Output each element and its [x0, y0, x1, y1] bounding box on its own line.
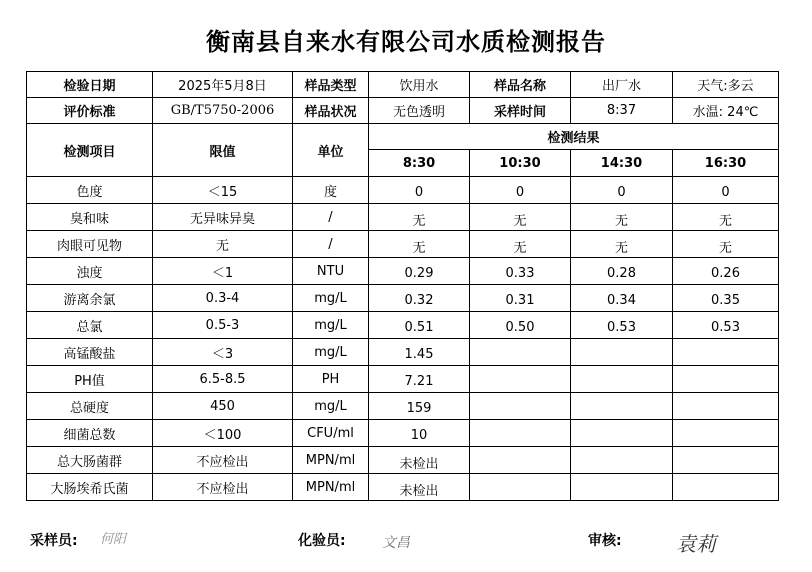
table-row: [27, 393, 779, 420]
header-row-1: [27, 124, 779, 150]
item-value: 未检出: [369, 474, 470, 501]
item-limit: ＜100: [153, 420, 293, 447]
header-item: 检测项目: [27, 124, 153, 177]
table-row: [27, 285, 779, 312]
sample-state-value: 无色透明: [369, 98, 470, 124]
item-value: [470, 339, 571, 366]
header-limit: 限值: [153, 124, 293, 177]
standard-value: GB/T5750-2006: [153, 98, 293, 124]
item-value: 0: [673, 177, 779, 204]
item-limit: ＜15: [153, 177, 293, 204]
item-limit: 6.5-8.5: [153, 366, 293, 393]
item-limit: 不应检出: [153, 474, 293, 501]
header-time: 10:30: [470, 150, 571, 177]
item-name: 大肠埃希氏菌: [27, 474, 153, 501]
reviewer-label: 审核:: [588, 533, 622, 549]
item-value: 0.50: [470, 312, 571, 339]
item-unit: MPN/ml: [293, 447, 369, 474]
item-value: [673, 393, 779, 420]
item-value: [470, 366, 571, 393]
item-value: 0.29: [369, 258, 470, 285]
table-row: [27, 420, 779, 447]
item-name: 臭和味: [27, 204, 153, 231]
item-value: 0.53: [673, 312, 779, 339]
item-name: 总大肠菌群: [27, 447, 153, 474]
item-value: 无: [673, 231, 779, 258]
item-unit: mg/L: [293, 285, 369, 312]
table-row: [27, 177, 779, 204]
item-value: [571, 474, 673, 501]
item-value: 无: [673, 204, 779, 231]
header-time: 14:30: [571, 150, 673, 177]
tester-label: 化验员:: [298, 533, 346, 549]
item-name: 细菌总数: [27, 420, 153, 447]
weather: 天气:多云: [673, 72, 779, 98]
item-name: 游离余氯: [27, 285, 153, 312]
reviewer-signature: 袁莉: [676, 532, 716, 556]
item-value: 0.35: [673, 285, 779, 312]
item-unit: NTU: [293, 258, 369, 285]
item-limit: ＜1: [153, 258, 293, 285]
meta-row-1: [27, 72, 779, 98]
item-value: 无: [470, 231, 571, 258]
item-value: [470, 447, 571, 474]
table-row: [27, 447, 779, 474]
item-value: 0: [369, 177, 470, 204]
header-results: 检测结果: [369, 124, 779, 150]
item-value: [673, 339, 779, 366]
item-unit: 度: [293, 177, 369, 204]
table-row: [27, 231, 779, 258]
item-name: 高锰酸盐: [27, 339, 153, 366]
item-limit: 无异味异臭: [153, 204, 293, 231]
item-limit: 不应检出: [153, 447, 293, 474]
item-value: [673, 474, 779, 501]
item-unit: mg/L: [293, 339, 369, 366]
item-name: 总氯: [27, 312, 153, 339]
table-row: [27, 312, 779, 339]
sampling-time-label: 采样时间: [470, 98, 571, 124]
item-value: 0.31: [470, 285, 571, 312]
item-limit: ＜3: [153, 339, 293, 366]
item-value: [571, 420, 673, 447]
standard-label: 评价标准: [27, 98, 153, 124]
item-value: [470, 474, 571, 501]
item-unit: CFU/ml: [293, 420, 369, 447]
item-value: 0: [470, 177, 571, 204]
item-value: 10: [369, 420, 470, 447]
meta-row-2: [27, 98, 779, 124]
item-value: 0.26: [673, 258, 779, 285]
item-unit: /: [293, 204, 369, 231]
item-unit: /: [293, 231, 369, 258]
item-value: [571, 393, 673, 420]
table-row: [27, 366, 779, 393]
item-value: 无: [369, 231, 470, 258]
item-value: 159: [369, 393, 470, 420]
item-value: [673, 420, 779, 447]
date-value: 2025年5月8日: [153, 72, 293, 98]
sample-state-label: 样品状况: [293, 98, 369, 124]
date-label: 检验日期: [27, 72, 153, 98]
water-temp: 水温: 24℃: [673, 98, 779, 124]
item-limit: 无: [153, 231, 293, 258]
sample-name-label: 样品名称: [470, 72, 571, 98]
item-value: 无: [369, 204, 470, 231]
item-name: 总硬度: [27, 393, 153, 420]
item-limit: 0.5-3: [153, 312, 293, 339]
item-unit: mg/L: [293, 312, 369, 339]
sample-name-value: 出厂水: [571, 72, 673, 98]
table-row: [27, 474, 779, 501]
item-value: 0.32: [369, 285, 470, 312]
item-value: 0: [571, 177, 673, 204]
report-title: 衡南县自来水有限公司水质检测报告: [206, 28, 606, 56]
item-value: 0.33: [470, 258, 571, 285]
item-unit: mg/L: [293, 393, 369, 420]
sampler-label: 采样员:: [30, 533, 78, 549]
item-value: [673, 366, 779, 393]
table-row: [27, 258, 779, 285]
table-row: [27, 339, 779, 366]
item-name: 肉眼可见物: [27, 231, 153, 258]
item-value: 无: [571, 231, 673, 258]
item-value: [571, 447, 673, 474]
item-unit: MPN/ml: [293, 474, 369, 501]
report-table: [26, 71, 779, 501]
item-value: 未检出: [369, 447, 470, 474]
table-row: [27, 204, 779, 231]
item-name: 色度: [27, 177, 153, 204]
sample-type-value: 饮用水: [369, 72, 470, 98]
item-value: 无: [571, 204, 673, 231]
item-value: [571, 339, 673, 366]
item-value: 1.45: [369, 339, 470, 366]
item-value: [571, 366, 673, 393]
item-value: 无: [470, 204, 571, 231]
item-value: 0.51: [369, 312, 470, 339]
header-time: 16:30: [673, 150, 779, 177]
item-name: PH值: [27, 366, 153, 393]
sampling-time-value: 8:37: [571, 98, 673, 124]
sample-type-label: 样品类型: [293, 72, 369, 98]
tester-signature: 文昌: [382, 535, 410, 551]
header-unit: 单位: [293, 124, 369, 177]
header-time: 8:30: [369, 150, 470, 177]
item-value: [673, 447, 779, 474]
sampler-signature: 何阳: [100, 532, 127, 547]
item-value: 0.28: [571, 258, 673, 285]
item-value: 0.34: [571, 285, 673, 312]
item-value: 0.53: [571, 312, 673, 339]
item-value: 7.21: [369, 366, 470, 393]
item-unit: PH: [293, 366, 369, 393]
item-value: [470, 420, 571, 447]
item-limit: 0.3-4: [153, 285, 293, 312]
item-limit: 450: [153, 393, 293, 420]
item-name: 浊度: [27, 258, 153, 285]
item-value: [470, 393, 571, 420]
